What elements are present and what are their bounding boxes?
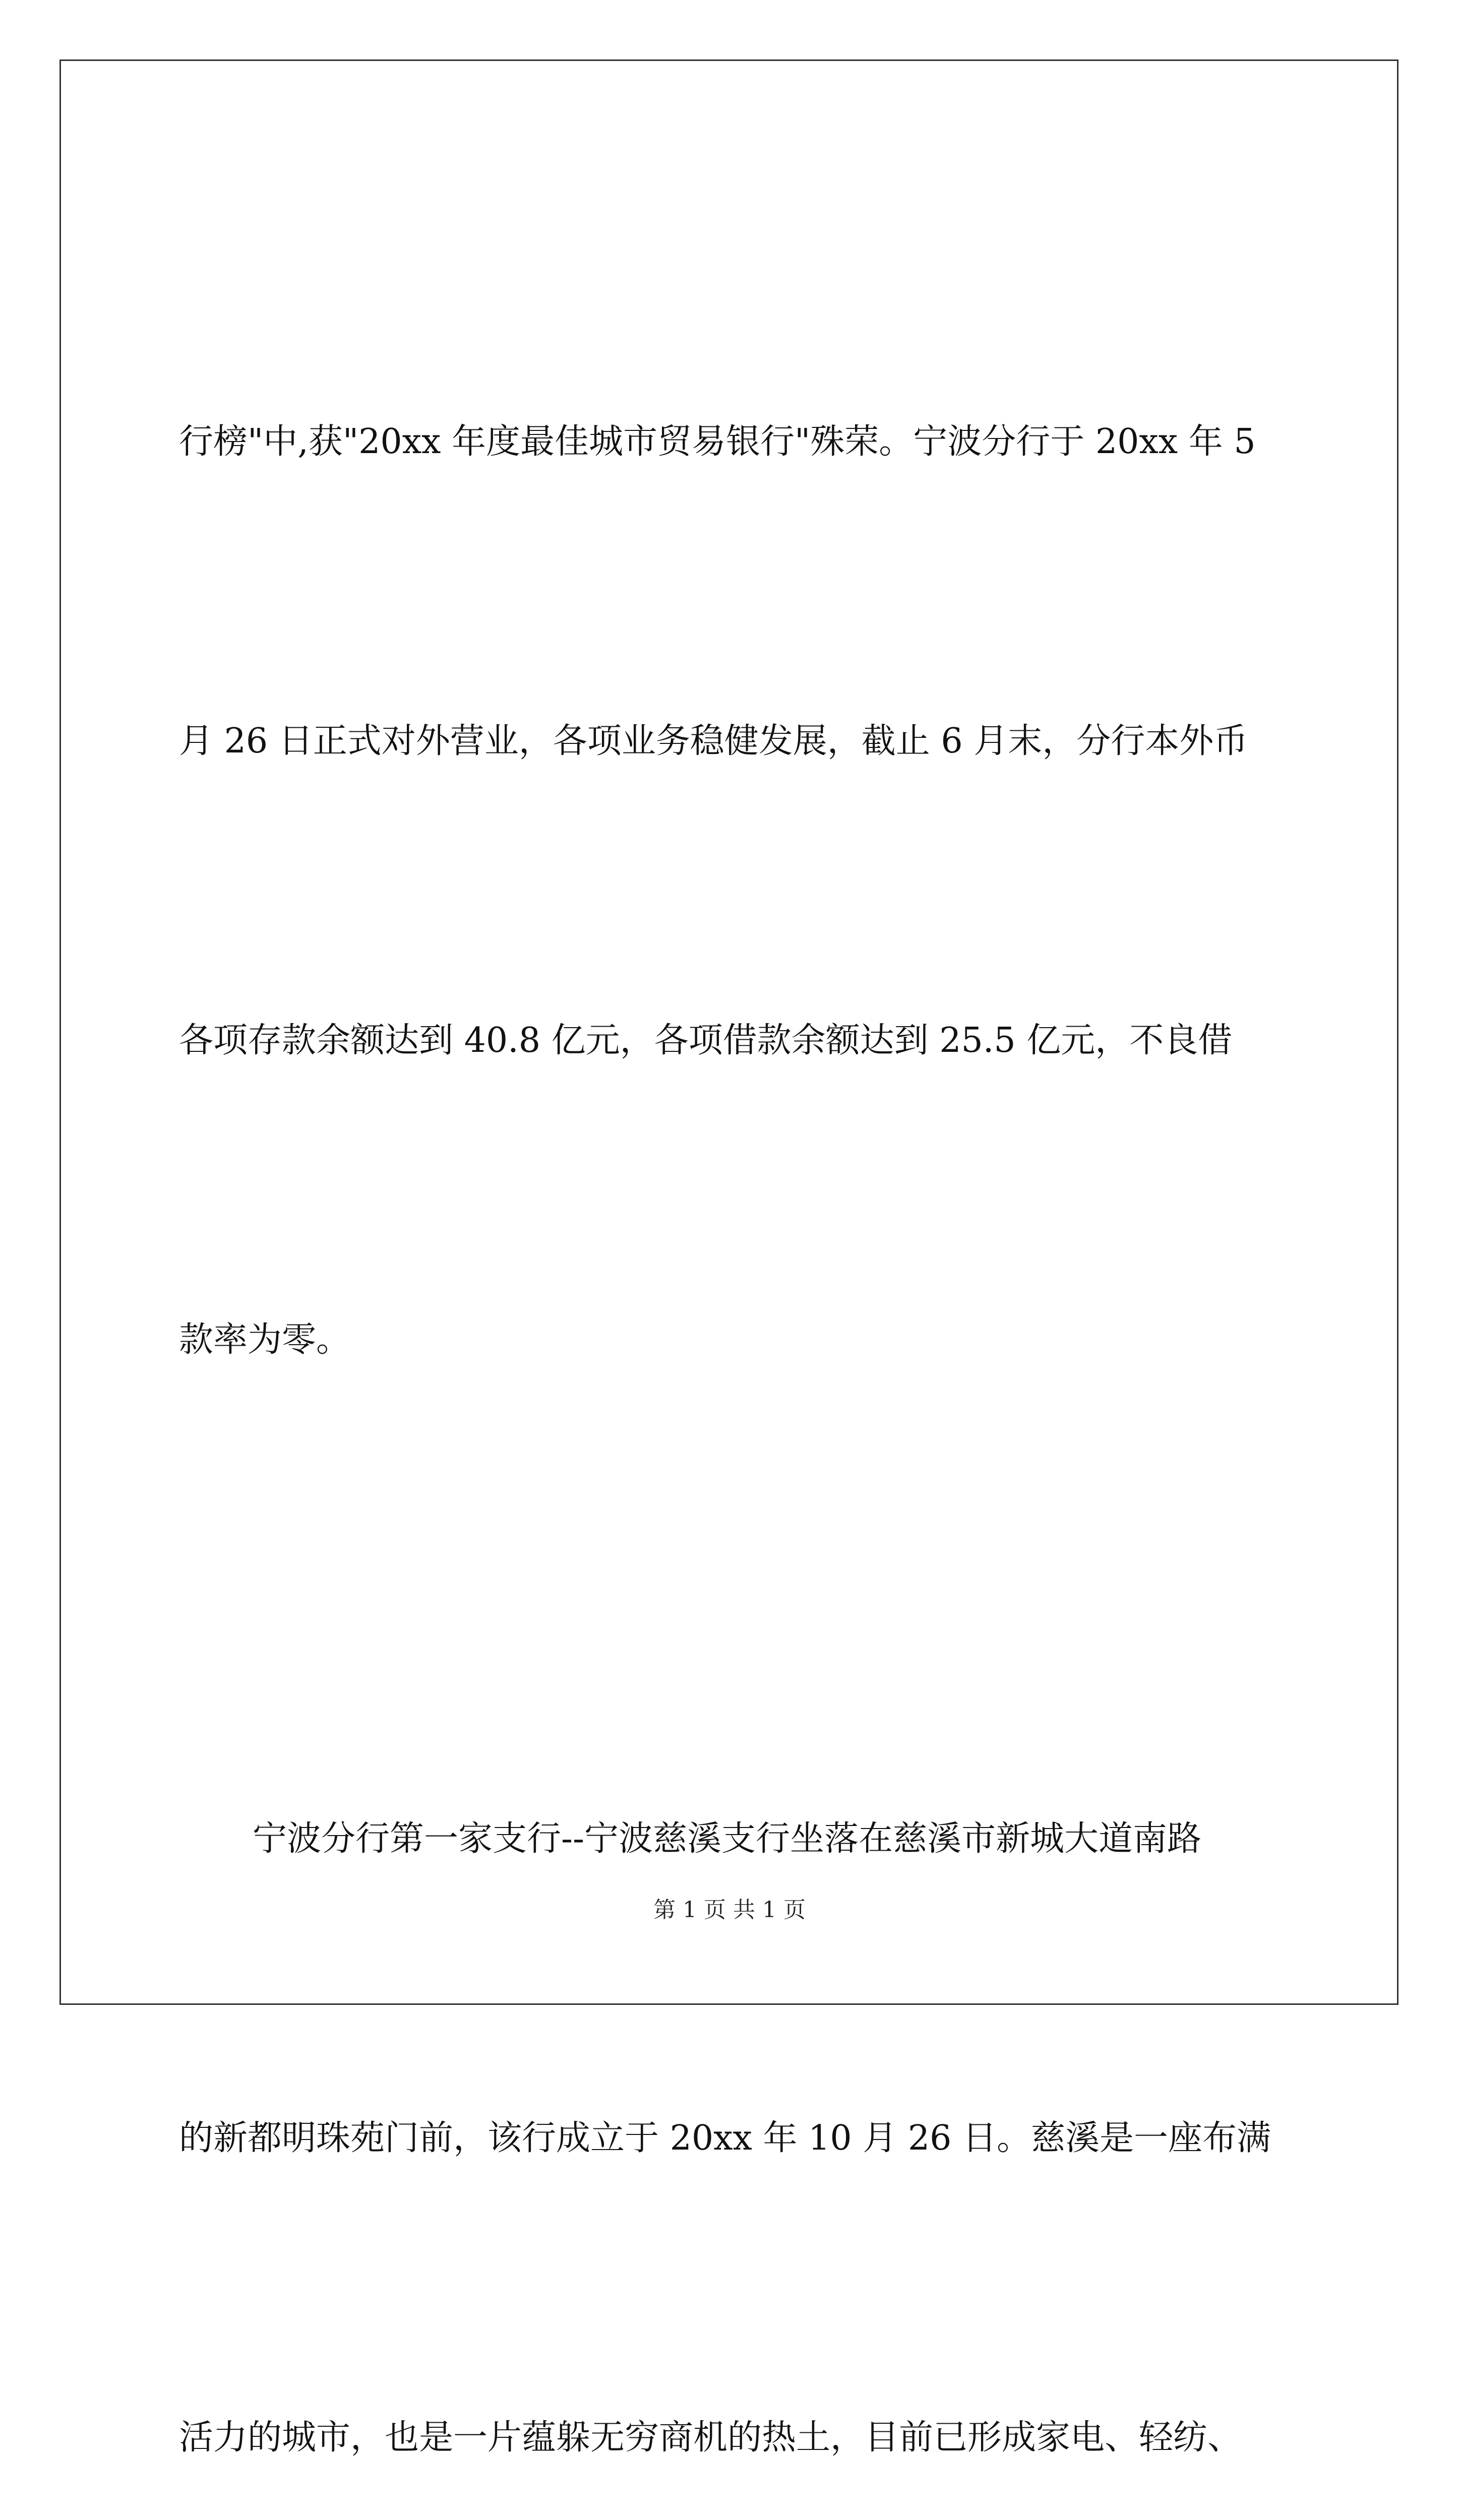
paragraph-2	[179, 1590, 1278, 2520]
text-line: 月 26 日正式对外营业，各项业务稳健发展，截止 6 月末，分行本外币	[179, 721, 1248, 761]
text-line: 款率为零。	[179, 1320, 351, 1360]
paragraph-1	[179, 193, 1278, 1590]
text-line: 的新都明珠苑门前，该行成立于 20xx 年 10 月 26 日。慈溪是一座布满	[179, 2118, 1271, 2158]
page-footer: 第 1 页 共 1 页	[653, 1897, 806, 1923]
document-body	[179, 193, 1278, 2520]
text-line: 活力的城市，也是一片蕴躲无穷商机的热土，目前已形成家电、轻纺、	[179, 2418, 1242, 2458]
text-line: 各项存款余额达到 40.8 亿元，各项借款余额达到 25.5 亿元，不良借	[179, 1021, 1233, 1060]
text-line: 行榜"中,获"20xx 年度最佳城市贸易银行"殊荣。宁波分行于 20xx 年 5	[179, 422, 1256, 462]
text-line: 宁波分行第一家支行--宁波慈溪支行坐落在慈溪市新城大道南路	[253, 1819, 1201, 1859]
